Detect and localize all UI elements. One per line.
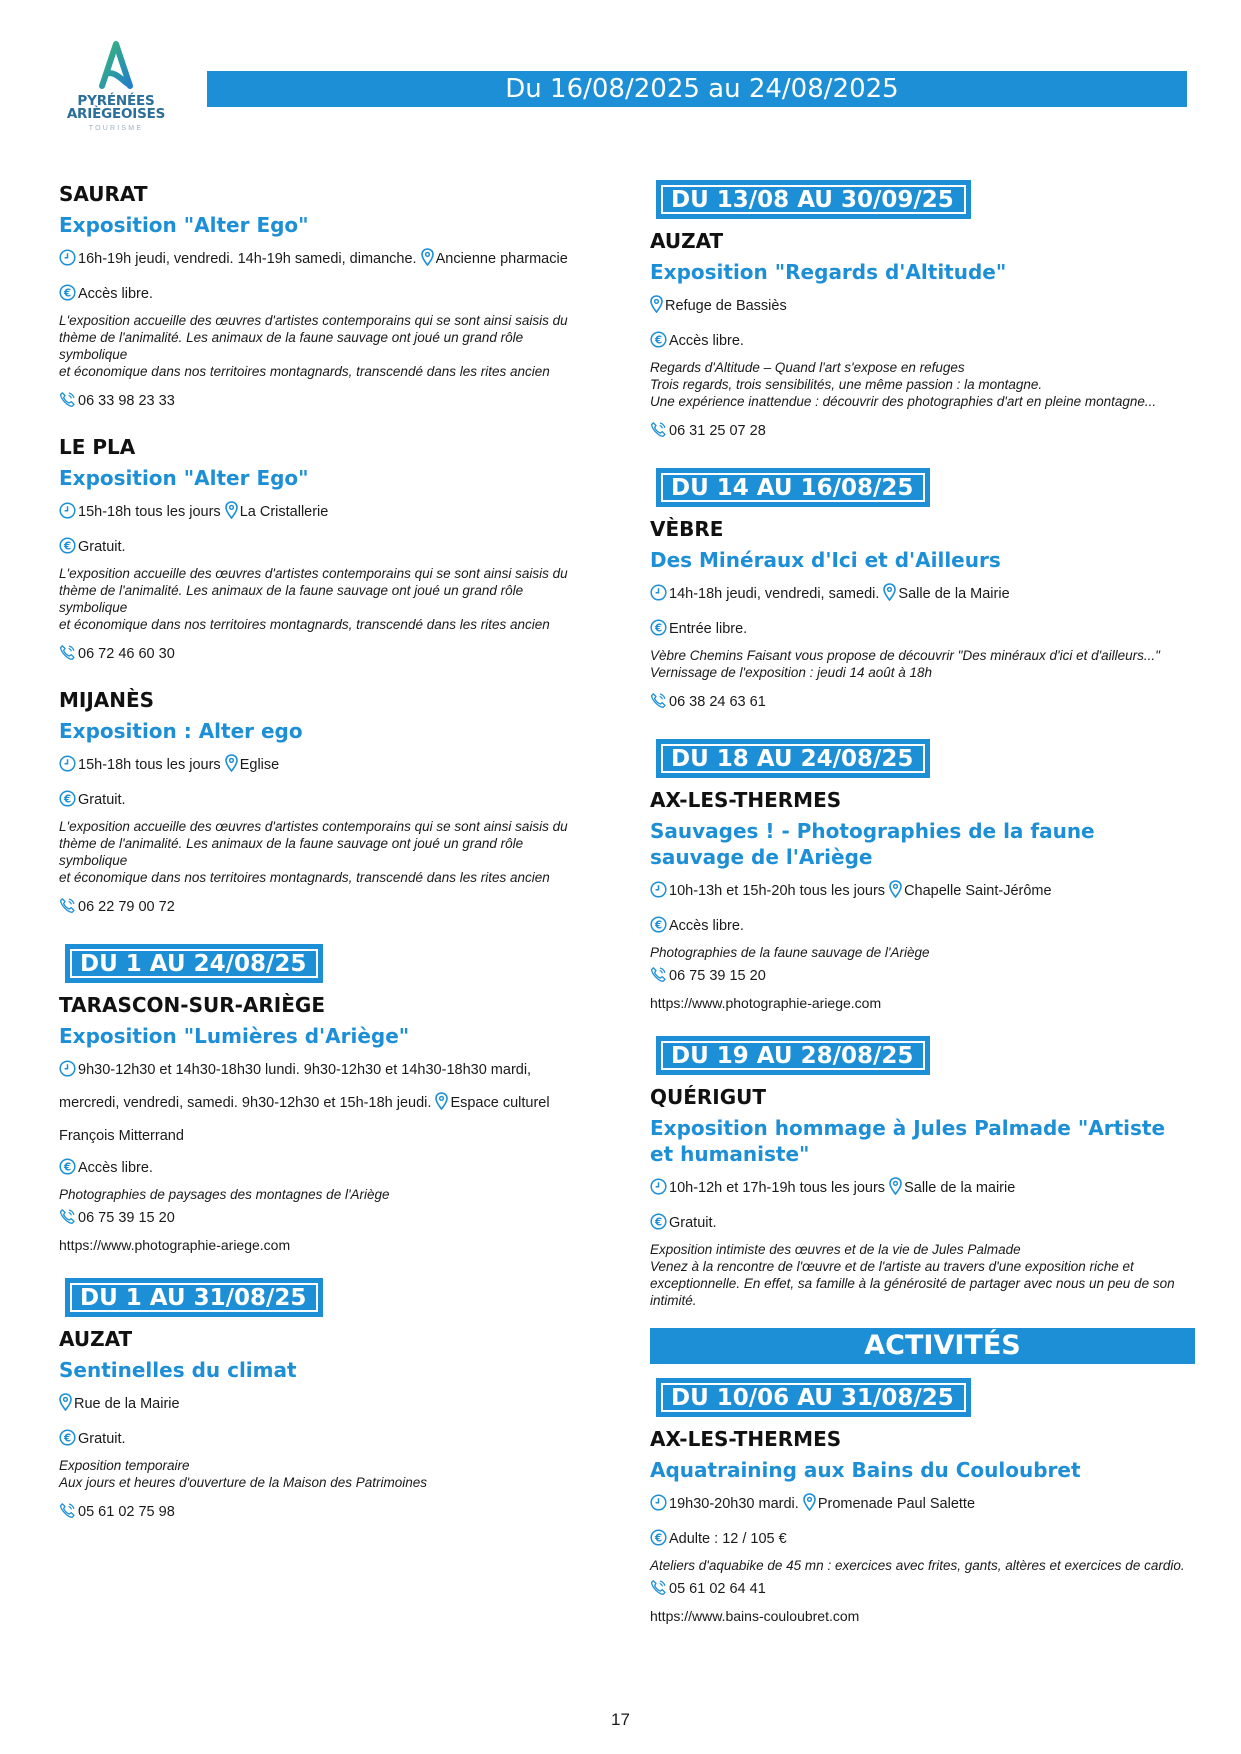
event-phone-number[interactable]: 06 72 46 60 30 bbox=[78, 646, 175, 662]
event-place: Promenade Paul Salette bbox=[817, 1496, 976, 1512]
event-phone-number[interactable]: 06 38 24 63 61 bbox=[669, 694, 766, 710]
phone-icon bbox=[650, 421, 667, 445]
event-time: 14h-18h jeudi, vendredi, samedi. bbox=[669, 586, 880, 602]
period-badge: DU 14 AU 16/08/25 bbox=[656, 468, 930, 507]
event-phone-number[interactable]: 05 61 02 75 98 bbox=[78, 1504, 175, 1520]
event-city: AX-LES-THERMES bbox=[650, 788, 842, 812]
event-info bbox=[59, 1055, 594, 1151]
location-pin-icon bbox=[889, 879, 902, 909]
event-entry bbox=[650, 1084, 1195, 1309]
event-description: L'exposition accueille des œuvres d'artistes contemporains qui se sont ainsi saisis du thème de l'animalité. Les animaux de la faune sauvage ont joué un grand rôle symbolique et économique dans nos territoires montagnards, transcendé dans les rites ancien bbox=[59, 313, 568, 379]
event-website-link[interactable]: https://www.photographie-ariege.com bbox=[59, 1237, 291, 1253]
event-phone-number[interactable]: 06 31 25 07 28 bbox=[669, 423, 766, 439]
logo-line-1: PYRÉNÉES bbox=[77, 93, 155, 109]
event-description: Ateliers d'aquabike de 45 mn : exercices avec frites, gants, altères et exercices de cardio. bbox=[650, 1558, 1185, 1573]
event-city: VÈBRE bbox=[650, 517, 724, 541]
event-phone[interactable] bbox=[650, 1578, 1195, 1603]
period-badge: DU 13/08 AU 30/09/25 bbox=[656, 180, 971, 219]
event-phone[interactable] bbox=[59, 896, 594, 921]
svg-text:€: € bbox=[63, 793, 72, 806]
event-place: Ancienne pharmacie bbox=[435, 251, 568, 267]
event-phone-number[interactable]: 05 61 02 64 41 bbox=[669, 1581, 766, 1597]
event-title: Exposition "Regards d'Altitude" bbox=[650, 260, 1007, 284]
event-info bbox=[650, 1489, 1195, 1522]
event-website-link[interactable]: https://www.photographie-ariege.com bbox=[650, 995, 882, 1011]
event-info bbox=[650, 579, 1195, 612]
euro-icon bbox=[650, 619, 667, 643]
svg-text:€: € bbox=[654, 622, 663, 635]
location-pin-icon bbox=[225, 500, 238, 530]
euro-icon bbox=[59, 284, 76, 308]
event-info bbox=[650, 291, 1195, 324]
period-badge: DU 18 AU 24/08/25 bbox=[656, 739, 930, 778]
event-time: 10h-12h et 17h-19h tous les jours bbox=[669, 1180, 886, 1196]
event-price-text: Gratuit. bbox=[669, 1215, 717, 1231]
event-place: Salle de la mairie bbox=[904, 1180, 1016, 1196]
event-entry bbox=[59, 992, 594, 1255]
clock-icon bbox=[650, 1492, 667, 1522]
event-price bbox=[650, 1528, 1195, 1553]
event-entry bbox=[650, 1426, 1195, 1626]
event-info bbox=[650, 876, 1195, 909]
event-title: Exposition "Alter Ego" bbox=[59, 213, 309, 237]
event-description: Photographies de paysages des montagnes de l'Ariège bbox=[59, 1187, 390, 1202]
event-info bbox=[59, 497, 594, 530]
event-city: AUZAT bbox=[59, 1327, 133, 1351]
event-entry bbox=[650, 787, 1195, 1013]
clock-icon bbox=[650, 1176, 667, 1206]
svg-text:€: € bbox=[654, 919, 663, 932]
event-phone-number[interactable]: 06 33 98 23 33 bbox=[78, 393, 175, 409]
location-pin-icon bbox=[59, 1392, 72, 1422]
svg-text:€: € bbox=[63, 287, 72, 300]
event-place: La Cristallerie bbox=[239, 504, 329, 520]
event-city: TARASCON-SUR-ARIÈGE bbox=[59, 993, 325, 1017]
euro-icon bbox=[59, 537, 76, 561]
location-pin-icon bbox=[889, 1176, 902, 1206]
event-price-text: Accès libre. bbox=[78, 286, 153, 302]
event-price-text: Accès libre. bbox=[669, 333, 744, 349]
event-entry bbox=[59, 181, 594, 415]
event-title: Exposition "Lumières d'Ariège" bbox=[59, 1024, 410, 1048]
event-price-text: Gratuit. bbox=[78, 1431, 126, 1447]
event-time: 16h-19h jeudi, vendredi. 14h-19h samedi, dimanche. bbox=[78, 251, 417, 267]
period-badge: DU 10/06 AU 31/08/25 bbox=[656, 1378, 971, 1417]
event-time: 15h-18h tous les jours bbox=[78, 504, 221, 520]
event-website-link[interactable]: https://www.bains-couloubret.com bbox=[650, 1608, 860, 1624]
event-time: 15h-18h tous les jours bbox=[78, 757, 221, 773]
event-phone[interactable] bbox=[59, 1207, 594, 1232]
event-city: QUÉRIGUT bbox=[650, 1085, 767, 1109]
clock-icon bbox=[59, 500, 76, 530]
event-title: Des Minéraux d'Ici et d'Ailleurs bbox=[650, 548, 1001, 572]
location-pin-icon bbox=[883, 582, 896, 612]
event-phone-number[interactable]: 06 75 39 15 20 bbox=[669, 968, 766, 984]
event-city: AX-LES-THERMES bbox=[650, 1427, 842, 1451]
event-price bbox=[650, 618, 1195, 643]
location-pin-icon bbox=[803, 1492, 816, 1522]
event-description: Vèbre Chemins Faisant vous propose de découvrir "Des minéraux d'ici et d'ailleurs..." Vernissage de l'exposition : jeudi 14 août à 18h bbox=[650, 648, 1160, 680]
location-pin-icon bbox=[650, 294, 663, 324]
location-pin-icon bbox=[421, 247, 434, 277]
event-price-text: Entrée libre. bbox=[669, 621, 748, 637]
svg-text:€: € bbox=[63, 1161, 72, 1174]
event-phone-number[interactable]: 06 22 79 00 72 bbox=[78, 899, 175, 915]
event-info bbox=[59, 1389, 594, 1422]
period-badge: DU 1 AU 31/08/25 bbox=[65, 1278, 323, 1317]
svg-text:€: € bbox=[654, 1216, 663, 1229]
event-description: L'exposition accueille des œuvres d'artistes contemporains qui se sont ainsi saisis du thème de l'animalité. Les animaux de la faune sauvage ont joué un grand rôle symbolique et économique dans nos territoires montagnards, transcendé dans les rites ancien bbox=[59, 566, 568, 632]
event-price bbox=[650, 330, 1195, 355]
brand-logo bbox=[60, 40, 172, 132]
event-entry bbox=[59, 434, 594, 668]
svg-text:€: € bbox=[63, 540, 72, 553]
event-description: Exposition temporaire Aux jours et heures d'ouverture de la Maison des Patrimoines bbox=[59, 1458, 428, 1490]
event-description: L'exposition accueille des œuvres d'artistes contemporains qui se sont ainsi saisis du thème de l'animalité. Les animaux de la faune sauvage ont joué un grand rôle symbolique et économique dans nos territoires montagnards, transcendé dans les rites ancien bbox=[59, 819, 568, 885]
event-time: 10h-13h et 15h-20h tous les jours bbox=[669, 883, 886, 899]
event-title: Sauvages ! - Photographies de la faune sauvage de l'Ariège bbox=[650, 819, 1095, 869]
event-price-text: Gratuit. bbox=[78, 539, 126, 555]
event-description: Exposition intimiste des œuvres et de la vie de Jules Palmade Venez à la rencontre de l'œuvre et de l'artiste au travers d'une exposition riche et exceptionnelle. En effet, sa famille à la générosité de partager avec nous un peu de son intimité. bbox=[650, 1242, 1175, 1308]
section-banner-activities: ACTIVITÉS bbox=[650, 1328, 1195, 1364]
event-place: Eglise bbox=[239, 757, 280, 773]
event-price bbox=[59, 536, 594, 561]
svg-text:€: € bbox=[654, 334, 663, 347]
event-phone[interactable] bbox=[59, 390, 594, 415]
svg-text:€: € bbox=[63, 1432, 72, 1445]
event-title: Exposition : Alter ego bbox=[59, 719, 303, 743]
event-price bbox=[59, 283, 594, 308]
event-title: Sentinelles du climat bbox=[59, 1358, 297, 1382]
event-info bbox=[59, 244, 594, 277]
clock-icon bbox=[59, 1058, 76, 1088]
euro-icon bbox=[650, 1529, 667, 1553]
event-city: SAURAT bbox=[59, 182, 148, 206]
period-badge: DU 19 AU 28/08/25 bbox=[656, 1036, 930, 1075]
event-phone[interactable] bbox=[59, 643, 594, 668]
event-price-text: Accès libre. bbox=[78, 1160, 153, 1176]
phone-icon bbox=[59, 391, 76, 415]
event-price bbox=[59, 1157, 594, 1182]
page-number: 17 bbox=[611, 1710, 630, 1729]
event-entry bbox=[59, 687, 594, 921]
event-price bbox=[650, 1212, 1195, 1237]
event-description: Photographies de la faune sauvage de l'Ariège bbox=[650, 945, 930, 960]
event-entry bbox=[59, 1326, 594, 1526]
event-price-text: Gratuit. bbox=[78, 792, 126, 808]
event-phone[interactable] bbox=[650, 965, 1195, 990]
period-badge: DU 1 AU 24/08/25 bbox=[65, 944, 323, 983]
event-info bbox=[650, 1173, 1195, 1206]
logo-line-3: TOURISME bbox=[88, 125, 144, 132]
clock-icon bbox=[650, 879, 667, 909]
event-entry bbox=[650, 516, 1195, 716]
event-time: 9h30-12h30 et 14h30-18h30 lundi. 9h30-12h30 et 14h30-18h30 mardi, mercredi, vendredi, samedi. 9h30-12h30 et 15h-18h jeudi. bbox=[59, 1062, 532, 1111]
event-phone[interactable] bbox=[650, 691, 1195, 716]
event-price bbox=[59, 789, 594, 814]
right-column bbox=[650, 176, 1195, 1645]
logo-line-2: ARIÈGEOISES bbox=[66, 106, 166, 122]
event-description: Regards d'Altitude – Quand l'art s'expose en refuges Trois regards, trois sensibilités, une même passion : la montagne. Une expérience inattendue : découvrir des photographies d'art en pleine montagne... bbox=[650, 360, 1157, 409]
event-phone-number[interactable]: 06 75 39 15 20 bbox=[78, 1210, 175, 1226]
phone-icon bbox=[59, 897, 76, 921]
phone-icon bbox=[650, 966, 667, 990]
event-place: Salle de la Mairie bbox=[898, 586, 1010, 602]
event-title: Aquatraining aux Bains du Couloubret bbox=[650, 1458, 1081, 1482]
event-entry bbox=[650, 228, 1195, 445]
date-range-banner: Du 16/08/2025 au 24/08/2025 bbox=[207, 71, 1187, 107]
clock-icon bbox=[59, 753, 76, 783]
clock-icon bbox=[650, 582, 667, 612]
event-place: Espace culturel François Mitterrand bbox=[59, 1095, 550, 1144]
event-info bbox=[59, 750, 594, 783]
euro-icon bbox=[59, 1158, 76, 1182]
event-title: Exposition hommage à Jules Palmade "Artiste et humaniste" bbox=[650, 1116, 1166, 1166]
left-column bbox=[59, 181, 594, 1545]
event-city: MIJANÈS bbox=[59, 688, 155, 712]
event-place: Chapelle Saint-Jérôme bbox=[904, 883, 1052, 899]
svg-text:€: € bbox=[654, 1532, 663, 1545]
euro-icon bbox=[650, 1213, 667, 1237]
event-city: LE PLA bbox=[59, 435, 136, 459]
location-pin-icon bbox=[225, 753, 238, 783]
event-time: 19h30-20h30 mardi. bbox=[669, 1496, 799, 1512]
event-place: Refuge de Bassiès bbox=[665, 298, 787, 314]
euro-icon bbox=[650, 331, 667, 355]
phone-icon bbox=[650, 1579, 667, 1603]
event-phone[interactable] bbox=[650, 420, 1195, 445]
euro-icon bbox=[650, 916, 667, 940]
pyrenees-a-logo-icon bbox=[94, 40, 138, 92]
euro-icon bbox=[59, 1429, 76, 1453]
event-title: Exposition "Alter Ego" bbox=[59, 466, 309, 490]
phone-icon bbox=[59, 1502, 76, 1526]
event-price bbox=[650, 915, 1195, 940]
event-price bbox=[59, 1428, 594, 1453]
location-pin-icon bbox=[435, 1091, 448, 1121]
clock-icon bbox=[59, 247, 76, 277]
event-place: Rue de la Mairie bbox=[74, 1396, 180, 1412]
event-phone[interactable] bbox=[59, 1501, 594, 1526]
phone-icon bbox=[59, 1208, 76, 1232]
phone-icon bbox=[650, 692, 667, 716]
euro-icon bbox=[59, 790, 76, 814]
phone-icon bbox=[59, 644, 76, 668]
event-price-text: Adulte : 12 / 105 € bbox=[669, 1531, 787, 1547]
event-city: AUZAT bbox=[650, 229, 724, 253]
event-price-text: Accès libre. bbox=[669, 918, 744, 934]
